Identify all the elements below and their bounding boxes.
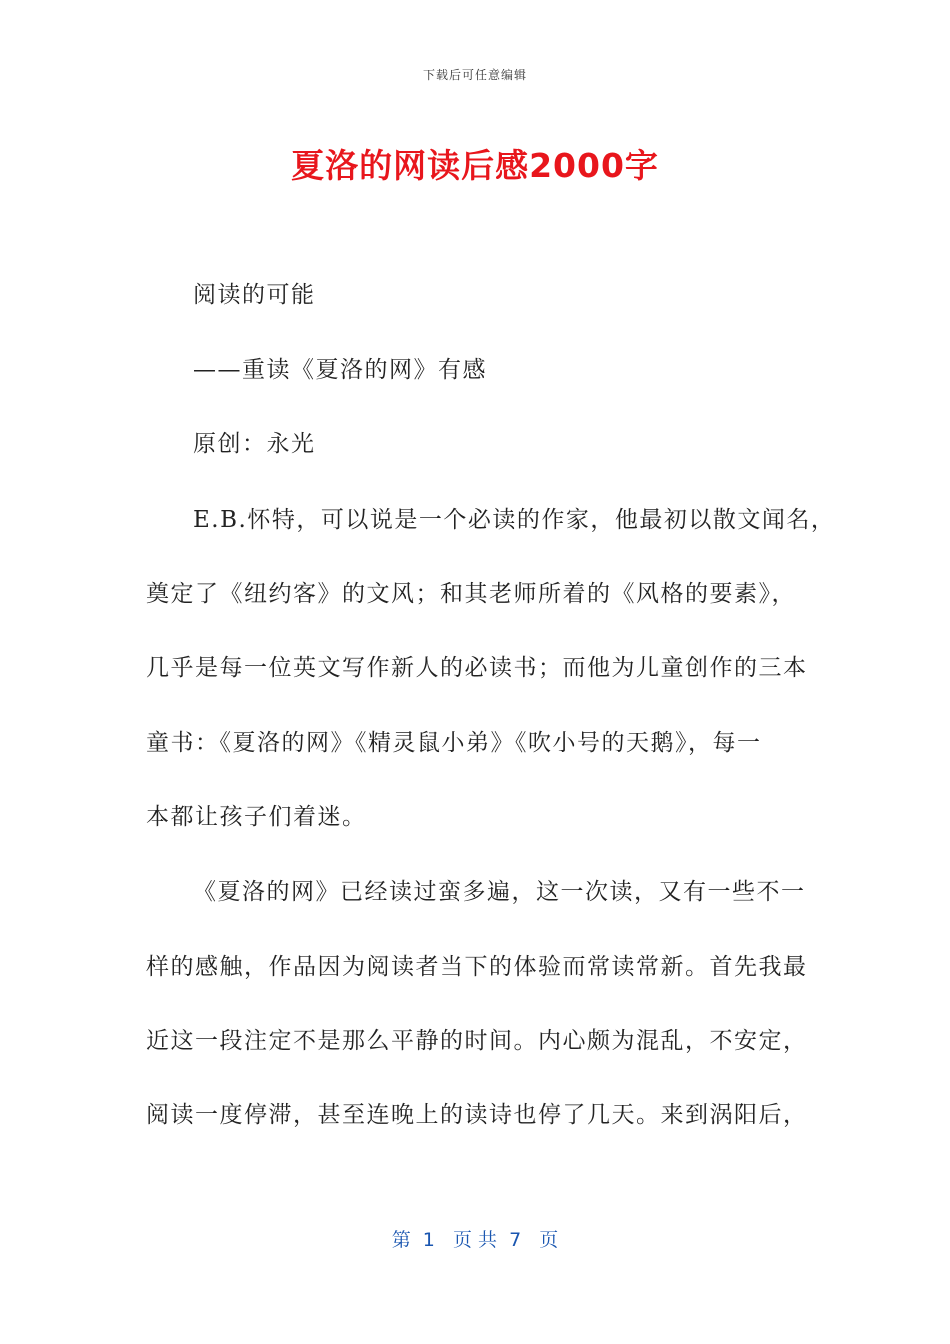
essay-subheading: ——重读《夏洛的网》有感 [193,357,487,383]
header-note: 下载后可任意编辑 [422,68,527,82]
paragraph-line: 童书：《夏洛的网》《精灵鼠小弟》《吹小号的天鹅》，每一 [146,730,762,756]
document-title: 夏洛的网读后感2000字 [291,146,659,185]
paragraph-line: 样的感触，作品因为阅读者当下的体验而常读常新。首先我最 [146,954,808,980]
author-line: 原创：永光 [193,431,316,457]
essay-heading: 阅读的可能 [193,282,316,308]
paragraph-line: 本都让孩子们着迷。 [146,804,367,830]
paragraph-line: 《夏洛的网》已经读过蛮多遍，这一次读，又有一些不一 [193,879,806,905]
paragraph-line: E.B.怀特，可以说是一个必读的作家，他最初以散文闻名， [193,507,836,533]
paragraph-line: 几乎是每一位英文写作新人的必读书；而他为儿童创作的三本 [146,655,808,681]
paragraph-line: 阅读一度停滞，甚至连晚上的读诗也停了几天。来到涡阳后， [146,1102,808,1128]
paragraph-line: 近这一段注定不是那么平静的时间。内心颇为混乱，不安定， [146,1028,808,1054]
page-footer: 第 1 页 共 7 页 [391,1229,559,1251]
paragraph-line: 奠定了《纽约客》的文风；和其老师所着的《风格的要素》， [146,581,796,607]
